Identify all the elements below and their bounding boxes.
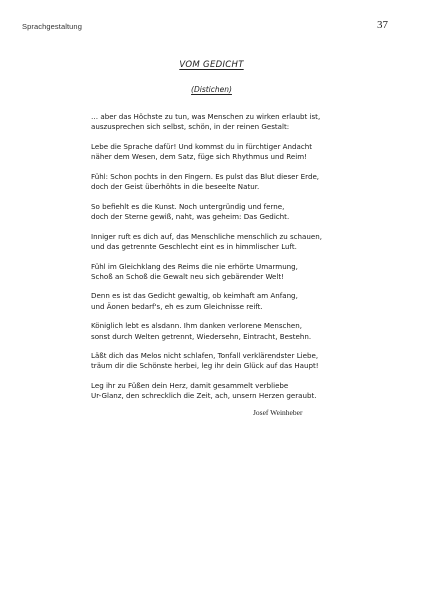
verse-line: träum dir die Schönste herbei, leg ihr dein Glück auf das Haupt!: [91, 361, 319, 371]
verse-line: doch der Sterne gewiß, naht, was geheim: Das Gedicht.: [91, 211, 290, 221]
stanza: [91, 172, 391, 192]
verse-line: und das getrennte Geschlecht eint es in himmlischer Luft.: [91, 241, 297, 251]
verse-line: doch der Geist überhöhts in die beseelte Natur.: [91, 182, 260, 192]
poem-body: [91, 112, 391, 411]
page-number: 37: [377, 19, 388, 31]
poem-subtitle: (Distichen): [191, 85, 232, 94]
stanza: [91, 232, 391, 252]
verse-line: und Äonen bedarf's, eh es zum Gleichnisse reift.: [91, 301, 263, 311]
verse-line: sonst durch Welten getrennt, Wiedersehn, Eintracht, Bestehn.: [91, 331, 312, 341]
verse-line: Denn es ist das Gedicht gewaltig, ob keimhaft am Anfang,: [91, 291, 298, 301]
stanza: [91, 202, 391, 222]
stanza: [91, 142, 391, 162]
poem-author: Josef Weinheber: [253, 408, 303, 417]
stanza: [91, 321, 391, 341]
stanza: [91, 291, 391, 311]
verse-line: … aber das Höchste zu tun, was Menschen zu wirken erlaubt ist,: [91, 112, 321, 121]
stanza: [91, 351, 391, 371]
verse-line: Fühl im Gleichklang des Reims die nie erhörte Umarmung,: [91, 261, 298, 271]
poem-title: VOM GEDICHT: [179, 60, 244, 70]
verse-line: Inniger ruft es dich auf, das Menschliche menschlich zu schauen,: [91, 231, 323, 241]
verse-line: Läßt dich das Melos nicht schlafen, Tonfall verklärendster Liebe,: [91, 351, 319, 361]
stanza: [91, 262, 391, 282]
running-head: Sprachgestaltung: [22, 22, 82, 31]
verse-line: Leg ihr zu Füßen dein Herz, damit gesammelt verbliebe: [91, 381, 289, 391]
stanza: [91, 112, 391, 132]
stanza: [91, 381, 391, 401]
verse-line: auszusprechen sich selbst, schön, in der reinen Gestalt:: [91, 122, 290, 132]
verse-line: Ur-Glanz, den schrecklich die Zeit, ach, unsern Herzen geraubt.: [91, 391, 317, 401]
verse-line: näher dem Wesen, dem Satz, füge sich Rhythmus und Reim!: [91, 152, 307, 162]
verse-line: Fühl: Schon pochts in den Fingern. Es pulst das Blut dieser Erde,: [91, 171, 320, 181]
verse-line: Lebe die Sprache dafür! Und kommst du in fürchtiger Andacht: [91, 141, 313, 151]
verse-line: Königlich lebt es alsdann. Ihm danken verlorene Menschen,: [91, 321, 303, 331]
verse-line: Schoß an Schoß die Gewalt neu sich gebärender Welt!: [91, 271, 284, 281]
verse-line: So befiehlt es die Kunst. Noch untergründig und ferne,: [91, 201, 285, 211]
